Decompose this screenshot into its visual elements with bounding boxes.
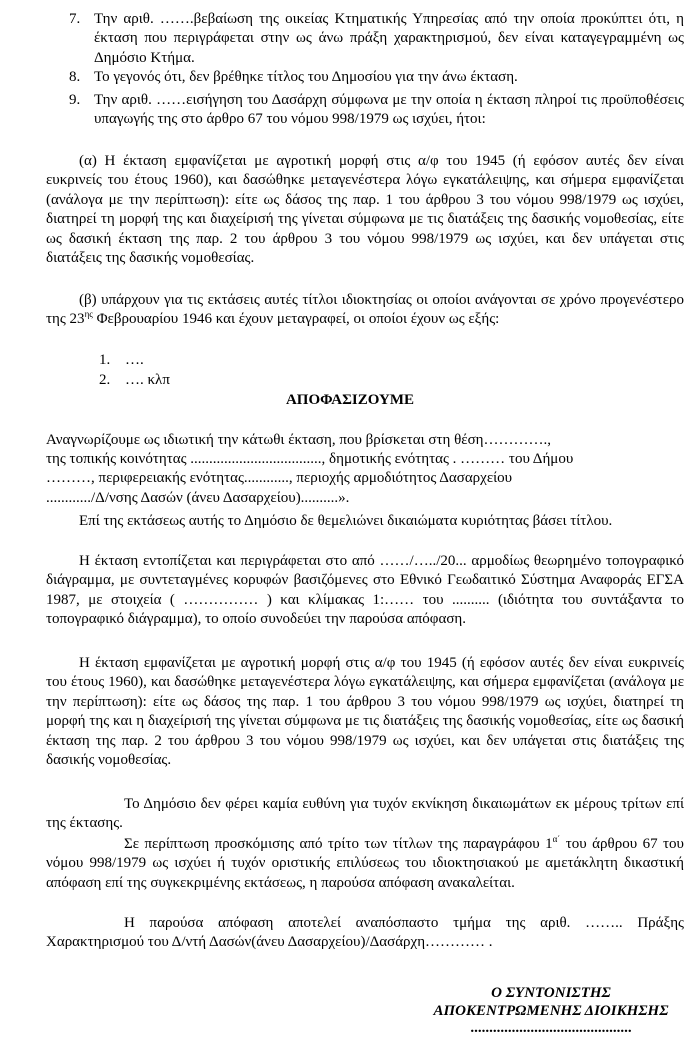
decision-paragraph: Η έκταση εμφανίζεται με αγροτική μορφή στις α/φ του 1945 (ή εφόσον αυτές δεν είναι ευκρινείς του έτους 1960), και δασώθηκε μεταγενέστερα λόγω εγκατάλειψης, και σήμερα εμφανίζεται (ανάλογα με την περίπτωση): είτε ως δάσος της παρ. 1 του άρθρου 3 του νόμου 998/1979 ως ισχύει, διατηρεί τη μορφή της και η διαχείρισή της γίνεται σύμφωνα με τις διατάξεις της δασικής νομοθεσίας, είτε ως δασική έκταση της παρ. 2 του άρθρου 3 του νόμου 998/1979 ως ισχύει, και δεν υπάγεται στις διατάξεις της δασικής νομοθεσίας. (46, 655, 684, 769)
item-number: 9. (69, 92, 81, 108)
paragraph-b: (β) υπάρχουν για τις εκτάσεις αυτές τίτλοι ιδιοκτησίας οι οποίοι ανάγονται σε χρόνο προγενέστερο της $23^{\eta\varsigma}$ Φεβρουαρίου 1946 και έχουν μεταγραφεί, οι οποίοι έχουν ως εξής: (46, 292, 684, 328)
sub-item-number: 2. (99, 372, 111, 388)
decision-line: της τοπικής κοινότητας ..................................., δημοτικής ενότητας . ……… του Δήμου (46, 451, 574, 467)
signature-line: ........................................... (470, 1020, 632, 1036)
item-text: Την αριθ. ……εισήγηση του Δασάρχη σύμφωνα με την οποία η έκταση πληροί τις προϋποθέσεις υπαγωγής της στο άρθρο 67 του νόμου 998/1979 ως ισχύει, ήτοι: (94, 92, 684, 128)
sub-item-number: 1. (99, 352, 111, 368)
paragraph-a: (α) Η έκταση εμφανίζεται με αγροτική μορφή στις α/φ του 1945 (ή εφόσον αυτές δεν είναι ευκρινείς του έτους 1960), και δασώθηκε μεταγενέστερα λόγω εγκατάλειψης, και σήμερα εμφανίζεται (ανάλογα με την περίπτωση): είτε ως δάσος της παρ. 1 του άρθρου 3 του νόμου 998/1979 ως ισχύει, διατηρεί τη μορφή της και διαχείρισή της γίνεται σύμφωνα με τις διατάξεις της δασικής νομοθεσίας, είτε ως δασική έκταση της παρ. 2 του άρθρου 3 του νόμου 998/1979 ως ισχύει, και δεν υπάγεται στις διατάξεις της δασικής νομοθεσίας. (46, 153, 684, 267)
decision-paragraph: Η παρούσα απόφαση αποτελεί αναπόσπαστο τμήμα της αριθ. …….. Πράξης Χαρακτηρισμού του Δ/ντή Δασών(άνευ Δασαρχείου)/Δασάρχη………… . (46, 915, 684, 951)
decision-paragraph: Το Δημόσιο δεν φέρει καμία ευθύνη για τυχόν εκνίκηση δικαιωμάτων εκ μέρους τρίτων επί της έκτασης. (46, 796, 684, 832)
sub-item-text: …. κλπ (125, 372, 170, 388)
decision-line: ............/Δ/νσης Δασών (άνευ Δασαρχείου)..........». (46, 490, 350, 506)
item-text: Την αριθ. …….βεβαίωση της οικείας Κτηματικής Υπηρεσίας από την οποία προκύπτει ότι, η έκταση που περιγράφεται στην ως άνω πράξη χαρακτηρισμού, δεν είναι καταγεγραμμένη ως Δημόσιο Κτήμα. (94, 11, 684, 66)
signature-title: Ο ΣΥΝΤΟΝΙΣΤΗΣ (491, 985, 611, 1001)
signature-authority: ΑΠΟΚΕΝΤΡΩΜΕΝΗΣ ΔΙΟΙΚΗΣΗΣ (433, 1003, 669, 1019)
decision-paragraph: Σε περίπτωση προσκόμισης από τρίτο των τίτλων της παραγράφου $1^{\alpha΄}$ του άρθρου 67 του νόμου 998/1979 ως ισχύει ή τυχόν οριστικής επιλύσεως του ιδιοκτησιακού με αμετάκλητη δικαστική απόφαση επί της συγκεκριμένης εκτάσεως, η παρούσα απόφαση ανακαλείται. (46, 834, 684, 891)
item-number: 7. (69, 11, 81, 27)
decision-title: ΑΠΟΦΑΣΙΖΟΥΜΕ (285, 392, 415, 408)
decision-line: ………, περιφερειακής ενότητας............, περιοχής αρμοδιότητος Δασαρχείου (46, 470, 513, 486)
decision-paragraph: Επί της εκτάσεως αυτής το Δημόσιο δε θεμελιώνει δικαιώματα κυριότητας βάσει τίτλου. (79, 513, 613, 529)
item-text: Το γεγονός ότι, δεν βρέθηκε τίτλος του Δημοσίου για την άνω έκταση. (94, 69, 518, 85)
decision-paragraph: Η έκταση εντοπίζεται και περιγράφεται στο από ……/…../20... αρμοδίως θεωρημένο τοπογραφικό διάγραμμα, με συντεταγμένες κορυφών βασιζόμενες στο Εθνικό Γεωδαιτικό Σύστημα Αναφοράς ΕΓΣΑ 1987, με στοιχεία ( …………… ) και κλίμακας 1:…… του .......... (ιδιότητα του συντάξαντα το τοπογραφικό διάγραμμα), το οποίο συνοδεύει την παρούσα απόφαση. (46, 553, 684, 628)
decision-line: Αναγνωρίζουμε ως ιδιωτική την κάτωθι έκταση, που βρίσκεται στη θέση…………., (46, 432, 552, 448)
sub-item-text: …. (125, 352, 144, 368)
item-number: 8. (69, 69, 81, 85)
